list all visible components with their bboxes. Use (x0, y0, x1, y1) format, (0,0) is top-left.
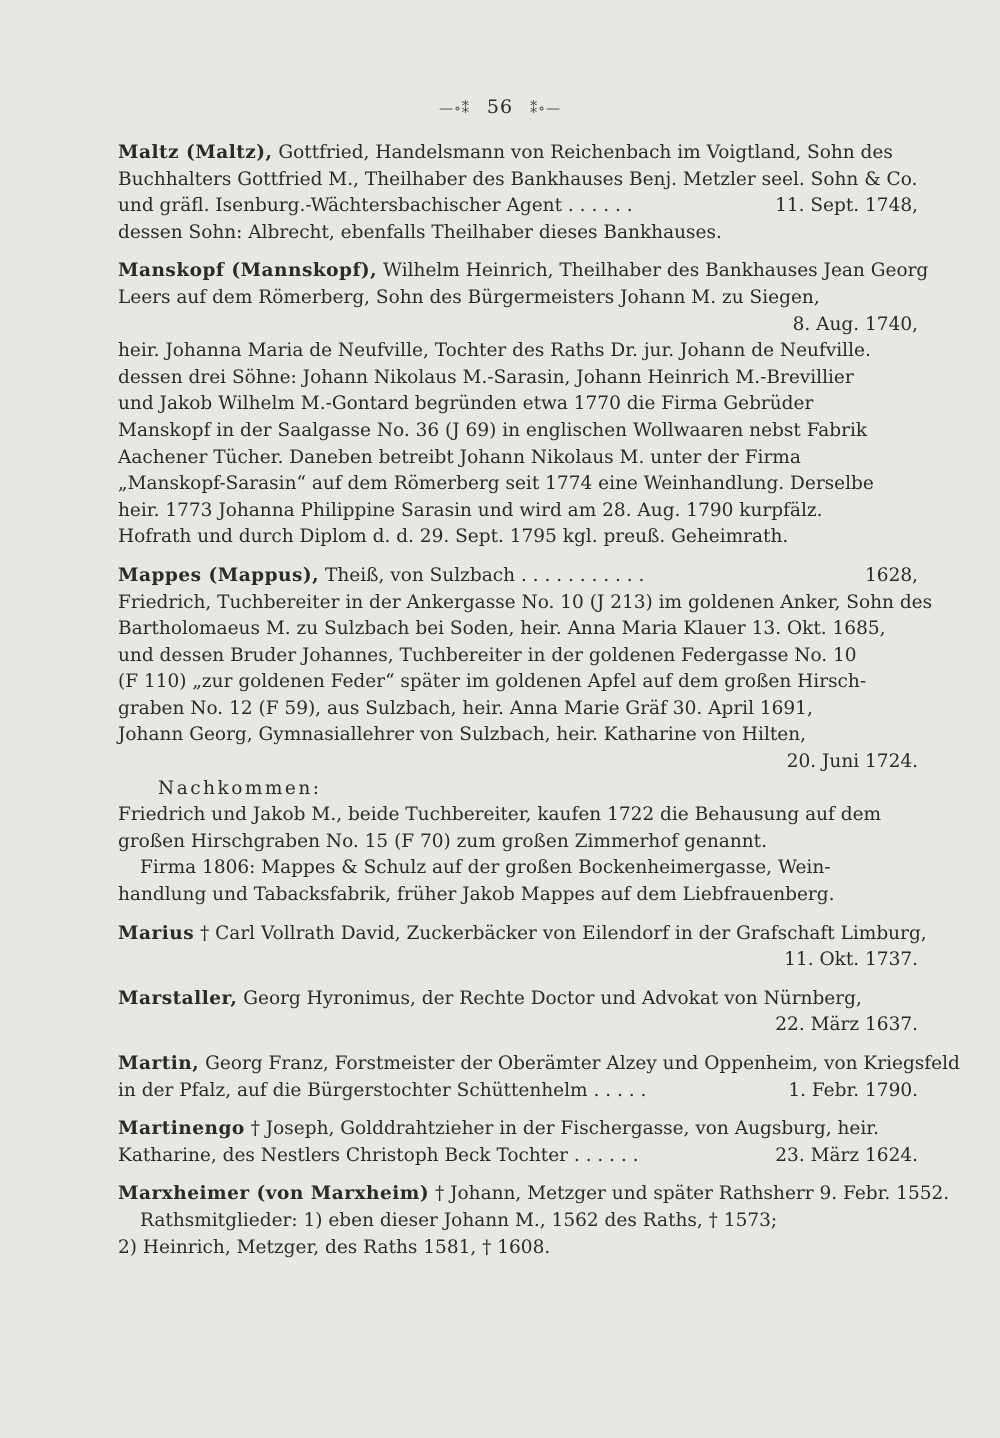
entry-text: dessen Sohn: Albrecht, ebenfalls Theilhaber dieses Bankhauses. (118, 221, 722, 243)
entry-line (118, 471, 918, 498)
entry-text: † Carl Vollrath David, Zuckerbäcker von Eilendorf in der Grafschaft Limburg, (200, 922, 927, 944)
entry-line (118, 1051, 960, 1078)
entry-text: Aachener Tücher. Daneben betreibt Johann Nikolaus M. unter der Firma (118, 446, 801, 468)
entry-headword: Maltz (Maltz), (118, 142, 273, 163)
entry-line (118, 802, 918, 829)
entry-line (118, 776, 918, 803)
entry-text: Friedrich, Tuchbereiter in der Ankergasse No. 10 (J 213) im goldenen Anker, Sohn des (118, 591, 933, 613)
entry-date: 22. März 1637. (775, 1014, 918, 1036)
entry-text: Theiß, von Sulzbach . . . . . . . . . . . (325, 564, 645, 586)
entry-headword: Martin, (118, 1053, 200, 1074)
entry-line (118, 882, 918, 909)
entry-line (118, 616, 918, 643)
entry-line (118, 193, 918, 220)
entry-text: heir. 1773 Johanna Philippine Sarasin und wird am 28. Aug. 1790 kurpfälz. (118, 499, 823, 521)
entry-line (118, 1181, 950, 1208)
entry (118, 921, 927, 974)
entry-text: handlung und Tabacksfabrik, früher Jakob Mappes auf dem Liebfrauenberg. (118, 884, 835, 906)
entry-date: 11. Okt. 1737. (784, 949, 918, 971)
entry-line (118, 418, 918, 445)
entry-date: 1. Febr. 1790. (788, 1079, 918, 1101)
entry-date: 20. Juni 1724. (786, 751, 918, 773)
entry-text: „Manskopf-Sarasin“ auf dem Römerberg seit 1774 eine Weinhandlung. Derselbe (118, 473, 874, 495)
entry-line (118, 1078, 918, 1105)
entry-text: Johann Georg, Gymnasiallehrer von Sulzbach, heir. Katharine von Hilten, (118, 724, 807, 746)
entry-line (118, 338, 918, 365)
entry-list (118, 140, 960, 1273)
entry-text: Hofrath und durch Diplom d. d. 29. Sept. 1795 kgl. preuß. Geheimrath. (118, 526, 789, 548)
entry-line (118, 1235, 918, 1262)
entry-line (118, 498, 918, 525)
entry (118, 1181, 950, 1261)
entry-line (118, 445, 918, 472)
entry-line (118, 140, 918, 167)
entry-text: und dessen Bruder Johannes, Tuchbereiter in der goldenen Federgasse No. 10 (118, 644, 857, 666)
entry-headword: Mappes (Mappus), (118, 564, 320, 586)
entry-text: † Johann, Metzger und später Rathsherr 9. Febr. 1552. (434, 1183, 950, 1205)
entry-line (118, 643, 918, 670)
entry-line (118, 669, 918, 696)
entry-date: 1628, (865, 564, 918, 586)
entry (118, 140, 918, 246)
entry-date: 8. Aug. 1740, (792, 313, 918, 335)
entry-line (118, 258, 929, 285)
entry (118, 1116, 918, 1169)
entry-line (118, 563, 918, 590)
entry-headword: Marstaller, (118, 987, 238, 1009)
entry-line (118, 921, 927, 948)
entry-text: und gräfl. Isenburg.-Wächtersbachischer Agent . . . . . . (118, 195, 633, 217)
page-number-line (0, 96, 1000, 118)
entry-text: Leers auf dem Römerberg, Sohn des Bürgermeisters Johann M. zu Siegen, (118, 286, 820, 308)
entry-text: Katharine, des Nestlers Christoph Beck Tochter . . . . . . (118, 1144, 639, 1166)
entry-text: und Jakob Wilhelm M.-Gontard begründen etwa 1770 die Firma Gebrüder (118, 393, 814, 415)
entry-line (118, 285, 918, 312)
entry-line (118, 1208, 918, 1235)
entry-text: heir. Johanna Maria de Neufville, Tochter des Raths Dr. jur. Johann de Neufville. (118, 340, 871, 362)
entry (118, 1051, 960, 1104)
entry-line (118, 855, 918, 882)
entry-text: in der Pfalz, auf die Bürgerstochter Schüttenhelm . . . . . (118, 1079, 647, 1101)
entry-line (118, 391, 918, 418)
page-number: 56 (486, 96, 514, 118)
entry-line (118, 590, 933, 617)
entry-line (118, 696, 918, 723)
entry-text: Nachkommen: (158, 777, 322, 799)
entry-text: Buchhalters Gottfried M., Theilhaber des Bankhauses Benj. Metzler seel. Sohn & Co. (118, 168, 918, 190)
entry-line (118, 749, 918, 776)
entry-line (118, 220, 918, 247)
entry-line (118, 986, 918, 1013)
entry-line (118, 722, 918, 749)
entry-line (118, 365, 918, 392)
entry-text: (F 110) „zur goldenen Feder“ später im goldenen Apfel auf dem großen Hirsch- (118, 671, 867, 693)
entry-text: großen Hirschgraben No. 15 (F 70) zum großen Zimmerhof genannt. (118, 830, 767, 852)
entry-text: Wilhelm Heinrich, Theilhaber des Bankhauses Jean Georg (383, 260, 929, 282)
entry-line (118, 167, 918, 194)
entry-headword: Manskopf (Mannskopf), (118, 260, 378, 282)
entry-text: † Joseph, Golddrahtzieher in der Fischergasse, von Augsburg, heir. (250, 1118, 879, 1140)
entry-text: Georg Hyronimus, der Rechte Doctor und Advokat von Nürnberg, (243, 987, 862, 1009)
entry (118, 563, 933, 909)
entry-line (118, 1143, 918, 1170)
entry-text: graben No. 12 (F 59), aus Sulzbach, heir. Anna Marie Gräf 30. April 1691, (118, 697, 813, 719)
entry-line (118, 1012, 918, 1039)
entry-headword: Marius (118, 922, 195, 944)
entry-line (118, 829, 918, 856)
ornament-right: ⁑∘— (530, 101, 562, 117)
entry-headword: Marxheimer (von Marxheim) (118, 1183, 430, 1205)
entry-text: 2) Heinrich, Metzger, des Raths 1581, † 1608. (118, 1236, 551, 1258)
entry-text: dessen drei Söhne: Johann Nikolaus M.-Sarasin, Johann Heinrich M.-Brevillier (118, 366, 854, 388)
entry-headword: Martinengo (118, 1118, 245, 1140)
entry-text: Firma 1806: Mappes & Schulz auf der großen Bockenheimergasse, Wein- (140, 857, 831, 879)
entry-date: 11. Sept. 1748, (775, 195, 918, 217)
entry (118, 986, 918, 1039)
entry-text: Gottfried, Handelsmann von Reichenbach im Voigtland, Sohn des (278, 142, 893, 163)
entry-text: Georg Franz, Forstmeister der Oberämter Alzey und Oppenheim, von Kriegsfeld (205, 1053, 960, 1074)
entry-line (118, 1116, 918, 1143)
entry-line (118, 312, 918, 339)
entry (118, 258, 929, 551)
entry-text: Manskopf in der Saalgasse No. 36 (J 69) in englischen Wollwaaren nebst Fabrik (118, 419, 868, 441)
entry-date: 23. März 1624. (775, 1144, 918, 1166)
ornament-left: —∘⁑ (438, 101, 470, 117)
entry-text: Bartholomaeus M. zu Sulzbach bei Soden, heir. Anna Maria Klauer 13. Okt. 1685, (118, 618, 886, 640)
entry-text: Rathsmitglieder: 1) eben dieser Johann M., 1562 des Raths, † 1573; (140, 1209, 778, 1231)
entry-text: Friedrich und Jakob M., beide Tuchbereiter, kaufen 1722 die Behausung auf dem (118, 804, 882, 826)
entry-line (118, 524, 918, 551)
entry-line (118, 947, 918, 974)
